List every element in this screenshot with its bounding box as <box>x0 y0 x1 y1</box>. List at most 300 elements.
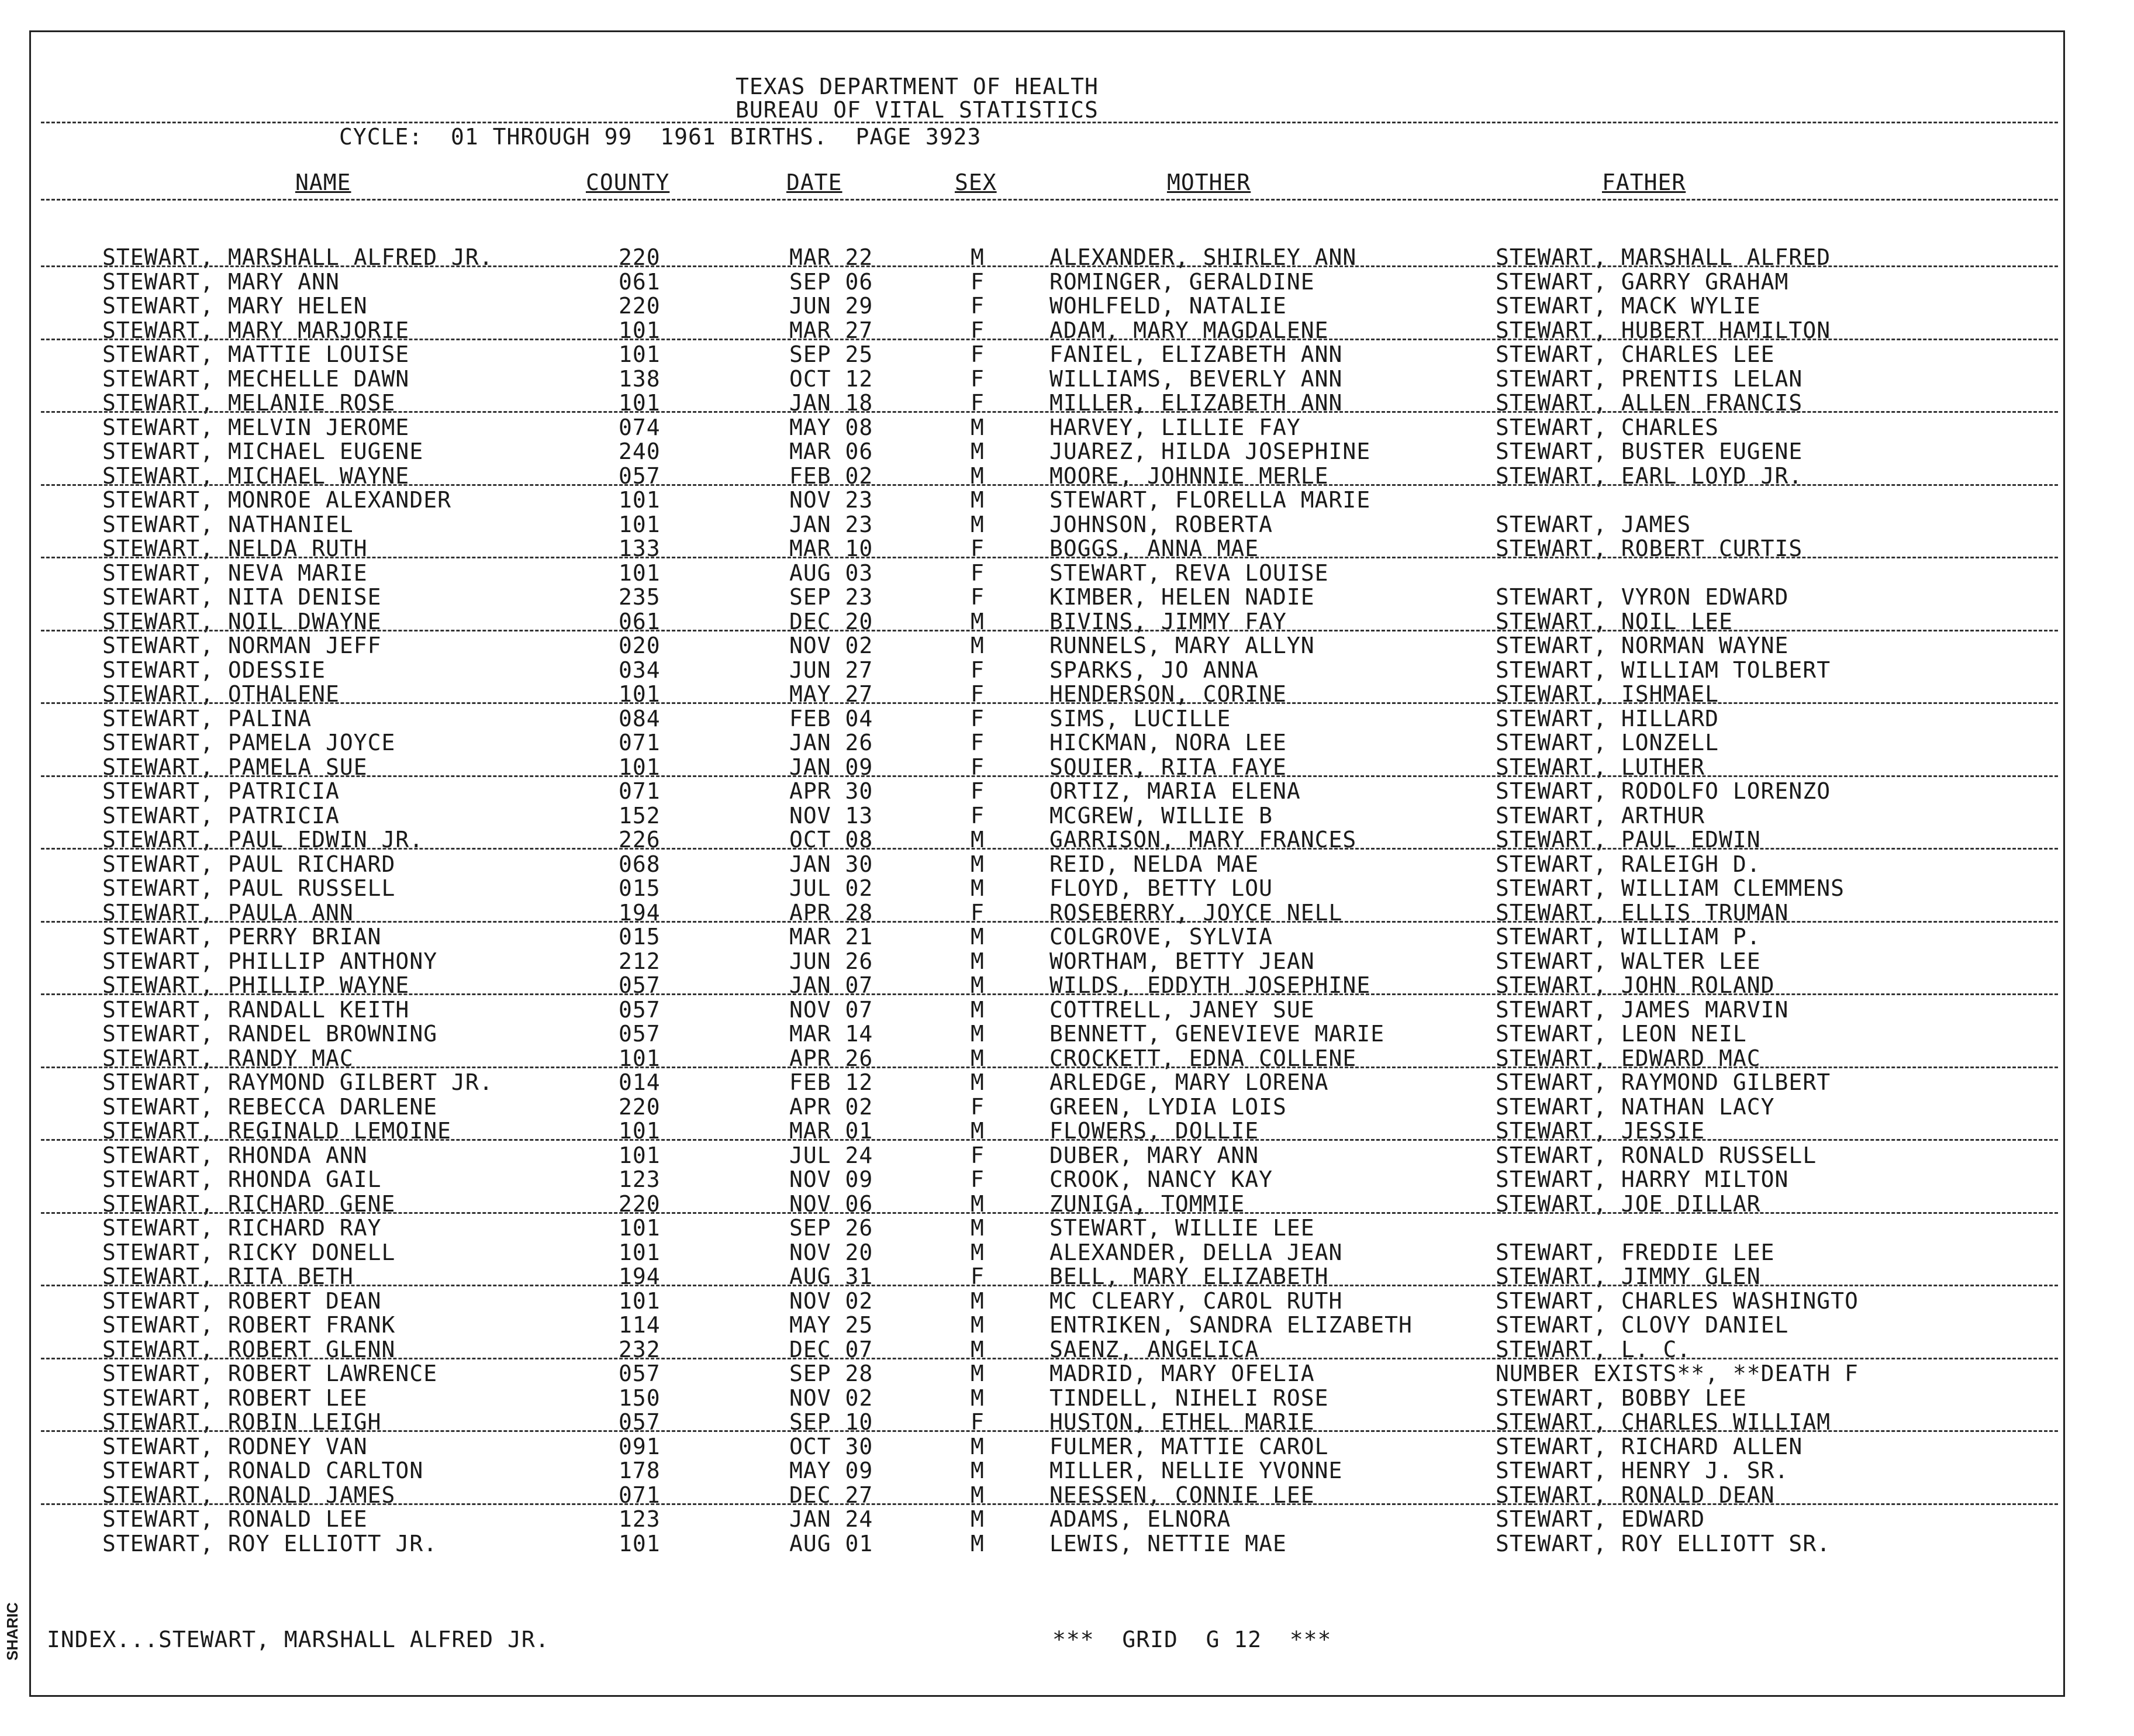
cell-sex: F <box>971 802 985 829</box>
cell-sex: F <box>971 1264 985 1289</box>
cell-county: 057 <box>619 996 661 1023</box>
cell-sex: F <box>971 584 985 610</box>
cell-sex: F <box>971 899 985 926</box>
cell-sex: M <box>971 1288 985 1314</box>
cell-date: MAY 27 <box>789 681 873 707</box>
cell-date: MAY 25 <box>789 1312 873 1338</box>
table-row <box>0 876 2134 901</box>
cell-date: MAR 01 <box>789 1118 873 1144</box>
table-row <box>0 682 2134 707</box>
cell-sex: M <box>971 1482 985 1508</box>
cell-father: STEWART, BOBBY LEE <box>1496 1385 1747 1411</box>
report-subtitle: BUREAU OF VITAL STATISTICS <box>735 97 1099 123</box>
cell-date: SEP 26 <box>789 1215 873 1241</box>
table-row <box>0 1532 2134 1556</box>
cell-father: STEWART, GARRY GRAHAM <box>1496 268 1789 295</box>
cell-father: STEWART, RAYMOND GILBERT <box>1496 1069 1831 1095</box>
cell-sex: M <box>971 924 985 950</box>
cell-date: FEB 02 <box>789 463 873 489</box>
cell-county: 152 <box>619 802 661 829</box>
cell-sex: M <box>971 608 985 634</box>
cell-sex: M <box>971 1312 985 1338</box>
cell-county: 057 <box>619 463 661 489</box>
cell-name: STEWART, NOIL DWAYNE <box>102 608 382 634</box>
cell-father: STEWART, EDWARD MAC <box>1496 1045 1761 1071</box>
table-row <box>0 1459 2134 1483</box>
cell-father: STEWART, JESSIE <box>1496 1118 1705 1144</box>
cell-sex: F <box>971 317 985 343</box>
cell-date: JUN 27 <box>789 657 873 683</box>
cell-county: 074 <box>619 414 661 440</box>
cell-name: STEWART, PAUL RUSSELL <box>102 875 396 901</box>
cell-name: STEWART, MELVIN JEROME <box>102 414 410 440</box>
cell-sex: M <box>971 487 985 513</box>
cell-name: STEWART, ROBERT GLENN <box>102 1336 396 1362</box>
table-row <box>0 658 2134 683</box>
cell-date: JAN 30 <box>789 851 873 877</box>
table-row <box>0 1507 2134 1532</box>
table-row <box>0 294 2134 319</box>
cell-mother: DUBER, MARY ANN <box>1049 1142 1259 1168</box>
cell-father: STEWART, MARSHALL ALFRED <box>1496 244 1831 270</box>
table-row <box>0 1289 2134 1314</box>
cell-mother: WORTHAM, BETTY JEAN <box>1049 948 1315 974</box>
cell-name: STEWART, MECHELLE DAWN <box>102 365 410 392</box>
cell-mother: CROOK, NANCY KAY <box>1049 1166 1273 1192</box>
cell-county: 101 <box>619 560 661 586</box>
cell-county: 015 <box>619 924 661 950</box>
cell-father: STEWART, PAUL EDWIN <box>1496 827 1761 853</box>
cell-name: STEWART, REBECCA DARLENE <box>102 1093 438 1120</box>
cell-name: STEWART, RAYMOND GILBERT JR. <box>102 1069 493 1095</box>
cell-sex: F <box>971 560 985 586</box>
cell-name: STEWART, ROBERT LAWRENCE <box>102 1361 438 1386</box>
cell-sex: F <box>971 657 985 683</box>
column-header-sex: SEX <box>955 170 997 195</box>
cell-name: STEWART, MICHAEL EUGENE <box>102 439 424 464</box>
cell-father: STEWART, HENRY J. SR. <box>1496 1458 1789 1483</box>
table-row <box>0 1362 2134 1386</box>
cell-sex: F <box>971 705 985 731</box>
cell-mother: WILDS, EDDYTH JOSEPHINE <box>1049 972 1371 998</box>
cell-father: STEWART, VYRON EDWARD <box>1496 584 1789 610</box>
cell-mother: MADRID, MARY OFELIA <box>1049 1361 1315 1386</box>
cell-father: STEWART, RONALD DEAN <box>1496 1482 1775 1508</box>
cell-name: STEWART, PHILLIP WAYNE <box>102 972 410 998</box>
table-row <box>0 755 2134 780</box>
cell-name: STEWART, MONROE ALEXANDER <box>102 487 451 513</box>
footer-index: INDEX...STEWART, MARSHALL ALFRED JR. <box>47 1627 550 1652</box>
table-row <box>0 998 2134 1023</box>
cell-sex: M <box>971 1458 985 1483</box>
cell-mother: COLGROVE, SYLVIA <box>1049 924 1273 950</box>
cell-father: STEWART, PRENTIS LELAN <box>1496 365 1803 392</box>
cell-name: STEWART, OTHALENE <box>102 681 340 707</box>
cell-mother: MC CLEARY, CAROL RUTH <box>1049 1288 1343 1314</box>
cell-county: 123 <box>619 1506 661 1532</box>
cell-county: 114 <box>619 1312 661 1338</box>
table-row <box>0 1483 2134 1508</box>
cell-name: STEWART, MATTIE LOUISE <box>102 341 410 367</box>
cell-date: NOV 02 <box>789 1288 873 1314</box>
cell-name: STEWART, MARY ANN <box>102 268 340 295</box>
cell-name: STEWART, NELDA RUTH <box>102 536 368 561</box>
cell-father: STEWART, JOHN ROLAND <box>1496 972 1775 998</box>
table-row <box>0 950 2134 974</box>
cell-sex: F <box>971 268 985 295</box>
cell-sex: M <box>971 972 985 998</box>
table-row <box>0 513 2134 537</box>
cell-father: STEWART, LONZELL <box>1496 730 1719 755</box>
cell-name: STEWART, RONALD LEE <box>102 1506 368 1532</box>
table-row <box>0 1313 2134 1338</box>
cell-county: 101 <box>619 1045 661 1071</box>
cell-date: NOV 07 <box>789 996 873 1023</box>
table-row <box>0 1168 2134 1192</box>
table-row <box>0 1410 2134 1435</box>
cell-name: STEWART, PAUL EDWIN JR. <box>102 827 424 853</box>
cell-mother: STEWART, WILLIE LEE <box>1049 1215 1315 1241</box>
cell-father: STEWART, RALEIGH D. <box>1496 851 1761 877</box>
cell-sex: M <box>971 633 985 658</box>
cell-sex: F <box>971 365 985 392</box>
cell-date: JAN 23 <box>789 511 873 537</box>
cell-name: STEWART, PATRICIA <box>102 802 340 829</box>
cell-father: STEWART, HUBERT HAMILTON <box>1496 317 1831 343</box>
cell-father: STEWART, RONALD RUSSELL <box>1496 1142 1817 1168</box>
cell-father: STEWART, HILLARD <box>1496 705 1719 731</box>
report-title: TEXAS DEPARTMENT OF HEALTH <box>735 74 1099 99</box>
cell-county: 240 <box>619 439 661 464</box>
table-row <box>0 391 2134 416</box>
cell-county: 133 <box>619 536 661 561</box>
cell-sex: M <box>971 827 985 853</box>
cell-county: 101 <box>619 317 661 343</box>
cell-father: STEWART, HARRY MILTON <box>1496 1166 1789 1192</box>
table-row <box>0 1265 2134 1289</box>
cell-mother: ORTIZ, MARIA ELENA <box>1049 778 1301 804</box>
cell-name: STEWART, PATRICIA <box>102 778 340 804</box>
cell-date: FEB 04 <box>789 705 873 731</box>
cell-mother: ALEXANDER, SHIRLEY ANN <box>1049 244 1357 270</box>
cell-county: 235 <box>619 584 661 610</box>
table-row <box>0 779 2134 804</box>
cell-father: STEWART, JAMES <box>1496 511 1691 537</box>
cell-sex: M <box>971 511 985 537</box>
cell-county: 101 <box>619 1215 661 1241</box>
footer-grid: *** GRID G 12 *** <box>1052 1627 1332 1652</box>
cell-mother: FLOWERS, DOLLIE <box>1049 1118 1259 1144</box>
cell-county: 020 <box>619 633 661 658</box>
cell-father: STEWART, EARL LOYD JR. <box>1496 463 1803 489</box>
cell-county: 101 <box>619 390 661 416</box>
cell-county: 101 <box>619 1239 661 1265</box>
cell-sex: F <box>971 681 985 707</box>
cell-father: STEWART, JIMMY GLEN <box>1496 1264 1761 1289</box>
cell-date: NOV 20 <box>789 1239 873 1265</box>
cell-name: STEWART, RICHARD RAY <box>102 1215 382 1241</box>
cell-name: STEWART, RONALD CARLTON <box>102 1458 424 1483</box>
table-row <box>0 561 2134 586</box>
table-row <box>0 343 2134 367</box>
cell-date: AUG 01 <box>789 1530 873 1556</box>
cell-mother: TINDELL, NIHELI ROSE <box>1049 1385 1329 1411</box>
cell-mother: MOORE, JOHNNIE MERLE <box>1049 463 1329 489</box>
cell-date: JUN 26 <box>789 948 873 974</box>
table-row <box>0 246 2134 270</box>
cell-father: STEWART, RICHARD ALLEN <box>1496 1433 1803 1459</box>
cell-name: STEWART, RHONDA ANN <box>102 1142 368 1168</box>
table-row <box>0 270 2134 295</box>
cell-mother: ADAM, MARY MAGDALENE <box>1049 317 1329 343</box>
cell-date: MAR 10 <box>789 536 873 561</box>
cell-sex: M <box>971 1530 985 1556</box>
cell-sex: M <box>971 948 985 974</box>
table-row <box>0 585 2134 610</box>
table-row <box>0 1144 2134 1168</box>
cell-father: STEWART, LEON NEIL <box>1496 1021 1747 1047</box>
table-row <box>0 1216 2134 1241</box>
cell-father: STEWART, FREDDIE LEE <box>1496 1239 1775 1265</box>
cell-county: 015 <box>619 875 661 901</box>
table-row <box>0 1386 2134 1411</box>
cell-name: STEWART, ROBERT FRANK <box>102 1312 396 1338</box>
cell-date: DEC 27 <box>789 1482 873 1508</box>
cell-mother: KIMBER, HELEN NADIE <box>1049 584 1315 610</box>
cell-sex: M <box>971 414 985 440</box>
cell-county: 101 <box>619 1530 661 1556</box>
cell-sex: M <box>971 1385 985 1411</box>
cell-mother: ROMINGER, GERALDINE <box>1049 268 1315 295</box>
cell-mother: ALEXANDER, DELLA JEAN <box>1049 1239 1343 1265</box>
cell-father: STEWART, L. C. <box>1496 1336 1691 1362</box>
table-row <box>0 634 2134 658</box>
cell-sex: F <box>971 1409 985 1435</box>
cell-county: 034 <box>619 657 661 683</box>
cell-name: STEWART, PAUL RICHARD <box>102 851 396 877</box>
cell-county: 220 <box>619 293 661 319</box>
header-rule <box>41 122 2058 123</box>
cell-father: STEWART, CHARLES WILLIAM <box>1496 1409 1831 1435</box>
cell-county: 057 <box>619 1021 661 1047</box>
cell-father: STEWART, JOE DILLAR <box>1496 1190 1761 1217</box>
cell-county: 084 <box>619 705 661 731</box>
cell-date: NOV 09 <box>789 1166 873 1192</box>
cell-mother: MILLER, NELLIE YVONNE <box>1049 1458 1343 1483</box>
cell-date: NOV 23 <box>789 487 873 513</box>
cell-name: STEWART, REGINALD LEMOINE <box>102 1118 451 1144</box>
cell-mother: ROSEBERRY, JOYCE NELL <box>1049 899 1343 926</box>
cell-date: AUG 31 <box>789 1264 873 1289</box>
cell-name: STEWART, PHILLIP ANTHONY <box>102 948 438 974</box>
cell-mother: HUSTON, ETHEL MARIE <box>1049 1409 1315 1435</box>
cell-father: STEWART, LUTHER <box>1496 754 1705 780</box>
table-row <box>0 1192 2134 1217</box>
cycle-line: CYCLE: 01 THROUGH 99 1961 BIRTHS. PAGE 3923 <box>339 124 982 150</box>
cell-sex: M <box>971 1239 985 1265</box>
cell-mother: BIVINS, JIMMY FAY <box>1049 608 1287 634</box>
cell-sex: M <box>971 1336 985 1362</box>
cell-father: STEWART, ARTHUR <box>1496 802 1705 829</box>
cell-county: 101 <box>619 1288 661 1314</box>
cell-name: STEWART, ROBERT DEAN <box>102 1288 382 1314</box>
cell-father: STEWART, WILLIAM TOLBERT <box>1496 657 1831 683</box>
cell-sex: F <box>971 293 985 319</box>
cell-county: 071 <box>619 778 661 804</box>
cell-mother: JOHNSON, ROBERTA <box>1049 511 1273 537</box>
cell-mother: SQUIER, RITA FAYE <box>1049 754 1287 780</box>
cell-sex: F <box>971 1166 985 1192</box>
cell-sex: F <box>971 1142 985 1168</box>
cell-mother: SIMS, LUCILLE <box>1049 705 1231 731</box>
cell-father: STEWART, MACK WYLIE <box>1496 293 1761 319</box>
cell-mother: COTTRELL, JANEY SUE <box>1049 996 1315 1023</box>
cell-county: 071 <box>619 730 661 755</box>
cell-name: STEWART, RANDEL BROWNING <box>102 1021 438 1047</box>
cell-date: JAN 26 <box>789 730 873 755</box>
cell-name: STEWART, RICHARD GENE <box>102 1190 396 1217</box>
cell-father: STEWART, ROY ELLIOTT SR. <box>1496 1530 1831 1556</box>
cell-date: APR 28 <box>789 899 873 926</box>
cell-name: STEWART, RICKY DONELL <box>102 1239 396 1265</box>
cell-date: DEC 20 <box>789 608 873 634</box>
cell-county: 220 <box>619 1190 661 1217</box>
cell-mother: ENTRIKEN, SANDRA ELIZABETH <box>1049 1312 1413 1338</box>
cell-father: NUMBER EXISTS**, **DEATH F <box>1496 1361 1859 1386</box>
cell-mother: WOHLFELD, NATALIE <box>1049 293 1287 319</box>
cell-county: 194 <box>619 899 661 926</box>
cell-date: JAN 24 <box>789 1506 873 1532</box>
cell-county: 061 <box>619 608 661 634</box>
cell-county: 101 <box>619 754 661 780</box>
cell-name: STEWART, MICHAEL WAYNE <box>102 463 410 489</box>
cell-county: 150 <box>619 1385 661 1411</box>
table-row <box>0 925 2134 950</box>
cell-date: JAN 09 <box>789 754 873 780</box>
cell-mother: CROCKETT, EDNA COLLENE <box>1049 1045 1357 1071</box>
cell-county: 101 <box>619 1142 661 1168</box>
column-header-father: FATHER <box>1602 170 1686 195</box>
cell-date: MAR 27 <box>789 317 873 343</box>
cell-sex: F <box>971 536 985 561</box>
cell-name: STEWART, RODNEY VAN <box>102 1433 368 1459</box>
cell-name: STEWART, PAMELA JOYCE <box>102 730 396 755</box>
table-row <box>0 1435 2134 1459</box>
cell-date: OCT 30 <box>789 1433 873 1459</box>
cell-date: NOV 13 <box>789 802 873 829</box>
cell-name: STEWART, ODESSIE <box>102 657 326 683</box>
cell-name: STEWART, NORMAN JEFF <box>102 633 382 658</box>
cell-mother: JUAREZ, HILDA JOSEPHINE <box>1049 439 1371 464</box>
cell-sex: F <box>971 341 985 367</box>
table-row <box>0 901 2134 926</box>
column-header-rule <box>41 199 2058 201</box>
cell-date: MAY 09 <box>789 1458 873 1483</box>
cell-name: STEWART, ROY ELLIOTT JR. <box>102 1530 438 1556</box>
cell-mother: GREEN, LYDIA LOIS <box>1049 1093 1287 1120</box>
cell-sex: M <box>971 1021 985 1047</box>
cell-date: NOV 06 <box>789 1190 873 1217</box>
cell-name: STEWART, RITA BETH <box>102 1264 354 1289</box>
column-header-county: COUNTY <box>586 170 670 195</box>
cell-sex: M <box>971 875 985 901</box>
side-stamp: SHARIC <box>4 1602 21 1661</box>
cell-name: STEWART, RHONDA GAIL <box>102 1166 382 1192</box>
column-header-date: DATE <box>786 170 842 195</box>
cell-mother: WILLIAMS, BEVERLY ANN <box>1049 365 1343 392</box>
cell-date: APR 02 <box>789 1093 873 1120</box>
cell-sex: M <box>971 1190 985 1217</box>
cell-name: STEWART, ROBIN LEIGH <box>102 1409 382 1435</box>
cell-date: NOV 02 <box>789 1385 873 1411</box>
table-row <box>0 1047 2134 1071</box>
cell-name: STEWART, MARY HELEN <box>102 293 368 319</box>
table-row <box>0 1119 2134 1144</box>
table-row <box>0 610 2134 634</box>
cell-date: APR 30 <box>789 778 873 804</box>
cell-sex: M <box>971 463 985 489</box>
cell-mother: ARLEDGE, MARY LORENA <box>1049 1069 1329 1095</box>
cell-father: STEWART, ROBERT CURTIS <box>1496 536 1803 561</box>
cell-mother: HENDERSON, CORINE <box>1049 681 1287 707</box>
cell-sex: F <box>971 390 985 416</box>
cell-date: JAN 18 <box>789 390 873 416</box>
cell-county: 138 <box>619 365 661 392</box>
cell-name: STEWART, MARY MARJORIE <box>102 317 410 343</box>
cell-mother: SAENZ, ANGELICA <box>1049 1336 1259 1362</box>
cell-mother: REID, NELDA MAE <box>1049 851 1259 877</box>
cell-name: STEWART, RANDY MAC <box>102 1045 354 1071</box>
cell-mother: FANIEL, ELIZABETH ANN <box>1049 341 1343 367</box>
cell-county: 123 <box>619 1166 661 1192</box>
cell-father: STEWART, ALLEN FRANCIS <box>1496 390 1803 416</box>
cell-county: 101 <box>619 341 661 367</box>
table-row <box>0 488 2134 513</box>
cell-mother: BOGGS, ANNA MAE <box>1049 536 1259 561</box>
cell-county: 057 <box>619 1409 661 1435</box>
cell-father: STEWART, ISHMAEL <box>1496 681 1719 707</box>
table-row <box>0 804 2134 829</box>
cell-father: STEWART, WALTER LEE <box>1496 948 1761 974</box>
table-row <box>0 731 2134 755</box>
cell-sex: F <box>971 730 985 755</box>
cell-father: STEWART, CHARLES LEE <box>1496 341 1775 367</box>
cell-father: STEWART, EDWARD <box>1496 1506 1705 1532</box>
cell-county: 071 <box>619 1482 661 1508</box>
cell-county: 068 <box>619 851 661 877</box>
table-row <box>0 319 2134 343</box>
cell-date: SEP 06 <box>789 268 873 295</box>
cell-father: STEWART, ELLIS TRUMAN <box>1496 899 1789 926</box>
cell-date: MAR 14 <box>789 1021 873 1047</box>
cell-date: JUL 24 <box>789 1142 873 1168</box>
cell-date: FEB 12 <box>789 1069 873 1095</box>
cell-date: OCT 08 <box>789 827 873 853</box>
cell-date: SEP 10 <box>789 1409 873 1435</box>
cell-sex: M <box>971 439 985 464</box>
cell-date: DEC 07 <box>789 1336 873 1362</box>
cell-date: AUG 03 <box>789 560 873 586</box>
cell-father: STEWART, WILLIAM CLEMMENS <box>1496 875 1845 901</box>
cell-county: 101 <box>619 681 661 707</box>
cell-mother: HARVEY, LILLIE FAY <box>1049 414 1301 440</box>
cell-name: STEWART, NITA DENISE <box>102 584 382 610</box>
cell-date: OCT 12 <box>789 365 873 392</box>
table-row <box>0 1338 2134 1362</box>
table-row <box>0 416 2134 440</box>
table-row <box>0 974 2134 998</box>
cell-county: 232 <box>619 1336 661 1362</box>
